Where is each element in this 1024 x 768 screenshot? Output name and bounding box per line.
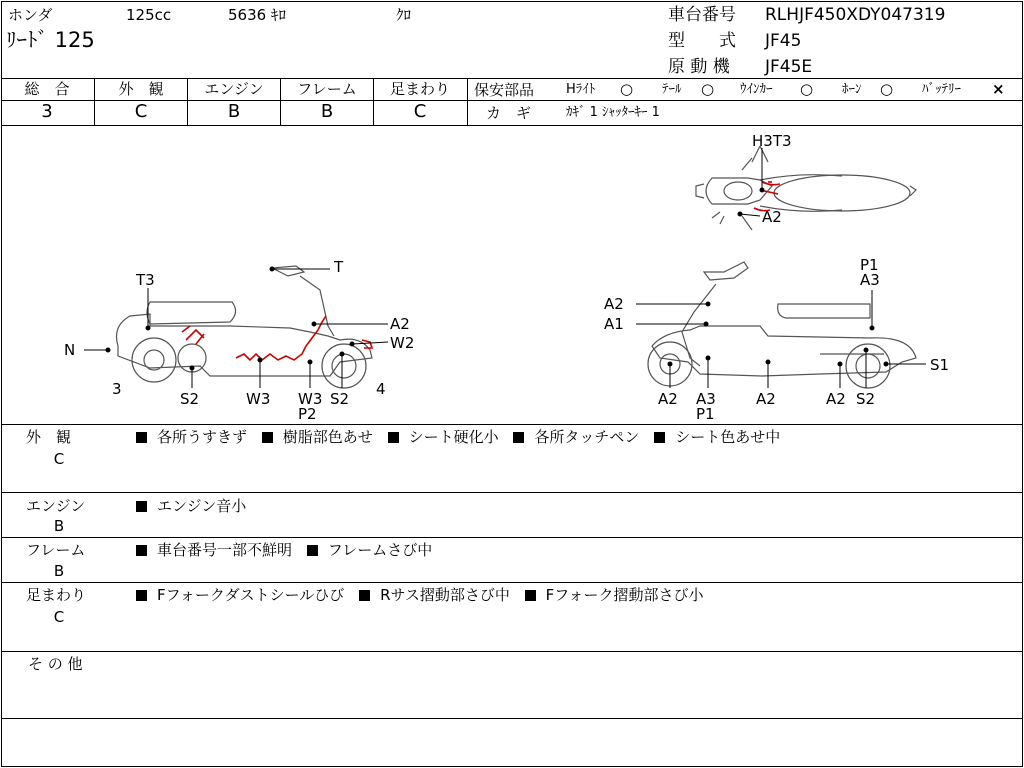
grade-frame-label: フレーム: [297, 80, 357, 98]
note-item: エンジン音小: [157, 497, 247, 515]
diagram-label: S2: [180, 390, 200, 408]
grade-frame-value: B: [320, 101, 334, 122]
bullet-icon: [136, 501, 147, 512]
scooter-left-view: [117, 266, 373, 388]
section-title-exterior: 外 観: [26, 428, 72, 446]
frame-no-label: 車台番号: [668, 5, 736, 25]
safety-taillight-label: ﾃｰﾙ: [662, 82, 682, 97]
section-notes-frame: [136, 541, 442, 559]
diagram-label: P1: [860, 256, 879, 274]
bullet-icon: [388, 432, 399, 443]
bullet-icon: [654, 432, 665, 443]
grade-overall-label: 総 合: [24, 80, 70, 98]
note-item: シート色あせ中: [675, 428, 781, 446]
diagram-label: S2: [856, 390, 876, 408]
safety-title: 保安部品: [474, 81, 535, 99]
section-notes-exterior: [136, 428, 790, 446]
divider: [467, 100, 1022, 101]
type-label: 型 式: [668, 31, 736, 51]
bullet-icon: [136, 590, 147, 601]
section-title-suspension: 足まわり: [26, 586, 87, 604]
bullet-icon: [136, 432, 147, 443]
section-grade-frame: B: [53, 562, 65, 580]
diagram-label: W2: [390, 334, 415, 352]
diagram-label: N: [64, 341, 76, 359]
maker-name: ホンダ: [8, 6, 53, 24]
note-item: Fフォークダストシールひび: [157, 586, 345, 604]
diagram-label: T3: [136, 271, 155, 289]
engine-label: 原 動 機: [668, 57, 730, 77]
section-notes-suspension: [136, 586, 714, 604]
grade-engine-value: B: [227, 101, 241, 122]
key-value: ｶｷﾞ 1 ｼｬｯﾀｰｷｰ 1: [566, 105, 660, 120]
scooter-damage-diagram: [0, 126, 1022, 424]
divider: [2, 78, 1022, 79]
safety-headlight-mark: ○: [620, 80, 634, 98]
grade-suspension-value: C: [413, 101, 427, 122]
diagram-label: A3: [696, 390, 716, 408]
safety-battery-mark: ×: [992, 80, 1005, 98]
leader-lines: [84, 148, 926, 388]
divider: [2, 537, 1022, 538]
note-item: Rサス摺動部さび中: [380, 586, 510, 604]
displacement: 125cc: [126, 6, 172, 24]
diagram-label: A2: [756, 390, 776, 408]
divider: [2, 492, 1022, 493]
model-name: ﾘｰﾄﾞ 125: [6, 28, 95, 52]
diagram-label: A3: [860, 271, 880, 289]
diagram-label: T: [334, 258, 344, 276]
diagram-label: P2: [298, 405, 317, 423]
body-color: ｸﾛ: [396, 6, 412, 24]
bullet-icon: [136, 545, 147, 556]
diagram-label: S1: [930, 356, 950, 374]
diagram-label: A1: [604, 315, 624, 333]
key-label: カ ギ: [486, 104, 532, 122]
divider: [2, 651, 1022, 652]
diagram-label: H3T3: [752, 132, 792, 150]
diagram-label: A2: [826, 390, 846, 408]
grade-engine-label: エンジン: [204, 80, 264, 98]
scooter-top-view: [696, 146, 916, 230]
safety-horn-label: ﾎｰﾝ: [842, 82, 862, 97]
grade-overall-value: 3: [41, 101, 53, 122]
diagram-label: A2: [604, 295, 624, 313]
divider: [467, 78, 468, 125]
bullet-icon: [359, 590, 370, 601]
note-item: 各所うすきず: [157, 428, 248, 446]
grade-suspension-label: 足まわり: [389, 80, 450, 98]
safety-taillight-mark: ○: [701, 80, 715, 98]
section-grade-suspension: C: [53, 608, 65, 626]
diagram-label: 3: [112, 380, 122, 398]
note-item: シート硬化小: [408, 428, 499, 446]
note-item: Fフォーク摺動部さび小: [545, 586, 704, 604]
diagram-label: A2: [390, 315, 410, 333]
diagram-label: W3: [246, 390, 271, 408]
bullet-icon: [513, 432, 524, 443]
divider: [2, 424, 1022, 425]
engine-value: JF45E: [765, 57, 813, 77]
frame-no: RLHJF450XDY047319: [765, 5, 946, 25]
grade-exterior-label: 外 観: [118, 80, 164, 98]
type-value: JF45: [765, 31, 802, 51]
section-title-engine: エンジン: [26, 497, 86, 515]
section-grade-exterior: C: [53, 450, 65, 468]
divider: [2, 582, 1022, 583]
section-notes-engine: [136, 497, 256, 515]
divider: [2, 718, 1022, 719]
safety-horn-mark: ○: [880, 80, 894, 98]
bullet-icon: [262, 432, 273, 443]
section-title-other: そ の 他: [28, 655, 83, 673]
safety-headlight-label: Hﾗｲﾄ: [566, 82, 596, 97]
diagram-label: A2: [658, 390, 678, 408]
note-item: 車台番号一部不鮮明: [157, 541, 293, 559]
safety-winker-label: ｳｲﾝｶｰ: [740, 82, 773, 97]
diagram-label: P1: [696, 405, 715, 423]
mileage: 5636 ｷﾛ: [228, 6, 286, 24]
safety-winker-mark: ○: [800, 80, 814, 98]
grade-exterior-value: C: [134, 101, 148, 122]
diagram-label: W3: [298, 390, 323, 408]
diagram-label: A2: [762, 208, 782, 226]
diagram-label: S2: [330, 390, 350, 408]
note-item: フレームさび中: [327, 541, 433, 559]
safety-battery-label: ﾊﾞｯﾃﾘｰ: [922, 82, 961, 97]
note-item: 各所タッチペン: [534, 428, 640, 446]
section-grade-engine: B: [53, 517, 65, 535]
bullet-icon: [525, 590, 536, 601]
bullet-icon: [307, 545, 318, 556]
diagram-label: 4: [376, 380, 386, 398]
note-item: 樹脂部色あせ: [282, 428, 373, 446]
section-title-frame: フレーム: [26, 541, 86, 559]
